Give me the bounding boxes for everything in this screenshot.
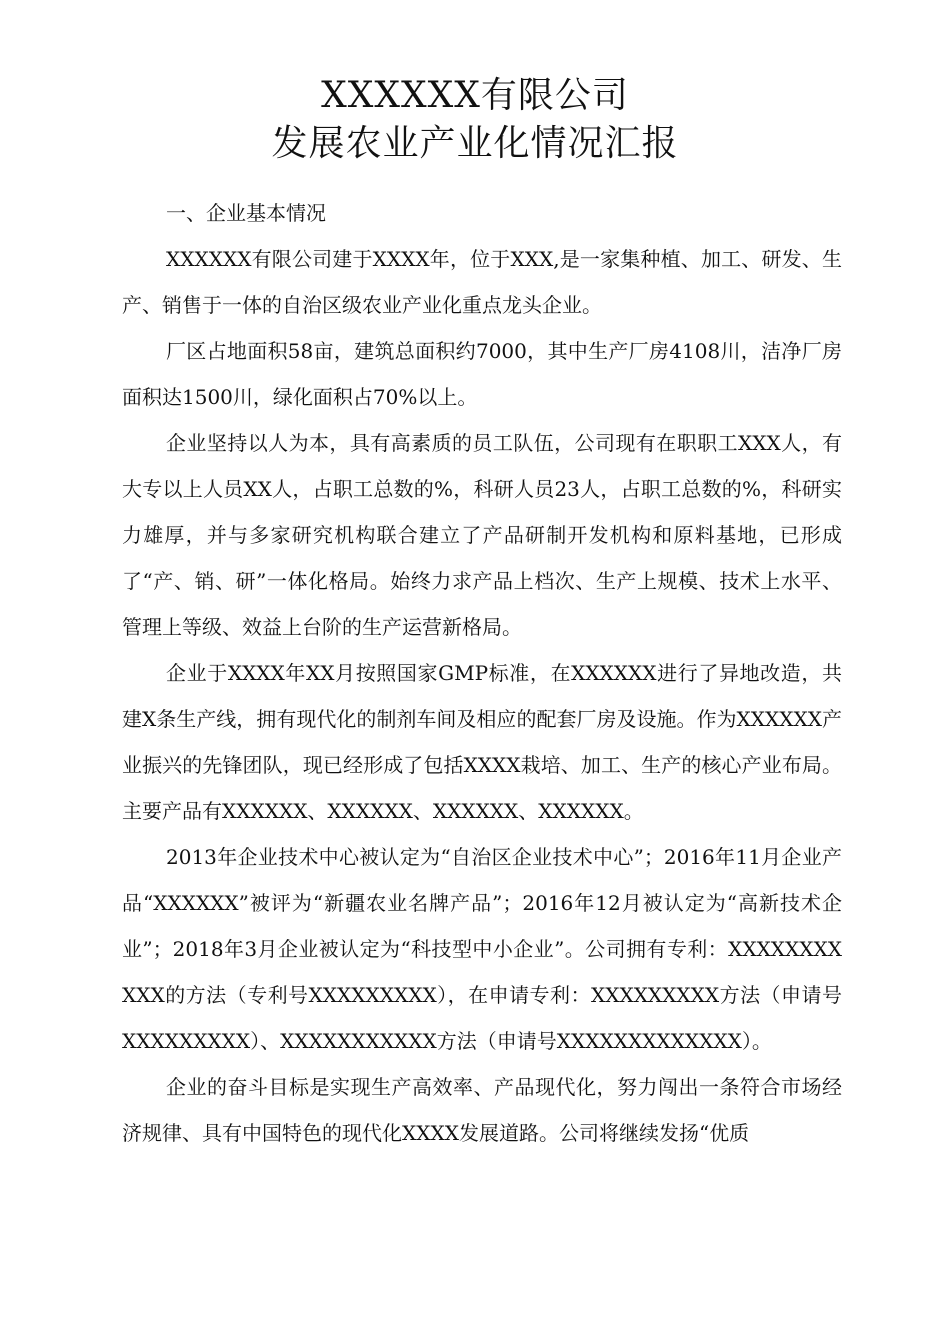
document-title bbox=[0, 72, 950, 168]
title-report-subject: 发展农业产业化情况汇报 bbox=[271, 123, 679, 164]
paragraph-company-overview: XXXXXX有限公司建于XXXX年，位于XXX,是一家集种植、加工、研发、生产、销售于一体的自治区级农业产业化重点龙头企业。 bbox=[122, 247, 842, 317]
paragraph-goals: 企业的奋斗目标是实现生产高效率、产品现代化，努力闯出一条符合市场经济规律、具有中国特色的现代化XXXX发展道路。公司将继续发扬“优质 bbox=[122, 1075, 842, 1145]
paragraph-production-lines: 企业于XXXX年XX月按照国家GMP标准，在XXXXXX进行了异地改造，共建X条生产线，拥有现代化的制剂车间及相应的配套厂房及设施。作为XXXXXX产业振兴的先锋团队，现已经形成了包括XXXX栽培、加工、生产的核心产业布局。主要产品有XXXXXX、XXXXXX、XXXXXX、XXXXXX。 bbox=[122, 661, 842, 823]
document-body bbox=[122, 190, 842, 1156]
paragraph-plant-area: 厂区占地面积58亩，建筑总面积约7000，其中生产厂房4108川，洁净厂房面积达1500川，绿化面积占70%以上。 bbox=[122, 339, 842, 409]
title-company-name: XXXXXX有限公司 bbox=[321, 75, 629, 116]
paragraph-honors-patents: 2013年企业技术中心被认定为“自治区企业技术中心”；2016年11月企业产品“XXXXXX”被评为“新疆农业名牌产品”；2016年12月被认定为“高新技术企业”；2018年3月企业被认定为“科技型中小企业”。公司拥有专利：XXXXXXXXXXX的方法（专利号XXXXXXXXX），在申请专利：XXXXXXXXX方法（申请号XXXXXXXXX）、XXXXXXXXXXX方法（申请号XXXXXXXXXXXXX）。 bbox=[122, 845, 842, 1053]
section-heading: 一、企业基本情况 bbox=[166, 201, 326, 225]
paragraph-staff: 企业坚持以人为本，具有高素质的员工队伍，公司现有在职职工XXX人，有大专以上人员XX人，占职工总数的%，科研人员23人，占职工总数的%，科研实力雄厚，并与多家研究机构联合建立了产品研制开发机构和原料基地，已形成了“产、销、研”一体化格局。始终力求产品上档次、生产上规模、技术上水平、管理上等级、效益上台阶的生产运营新格局。 bbox=[122, 431, 842, 639]
